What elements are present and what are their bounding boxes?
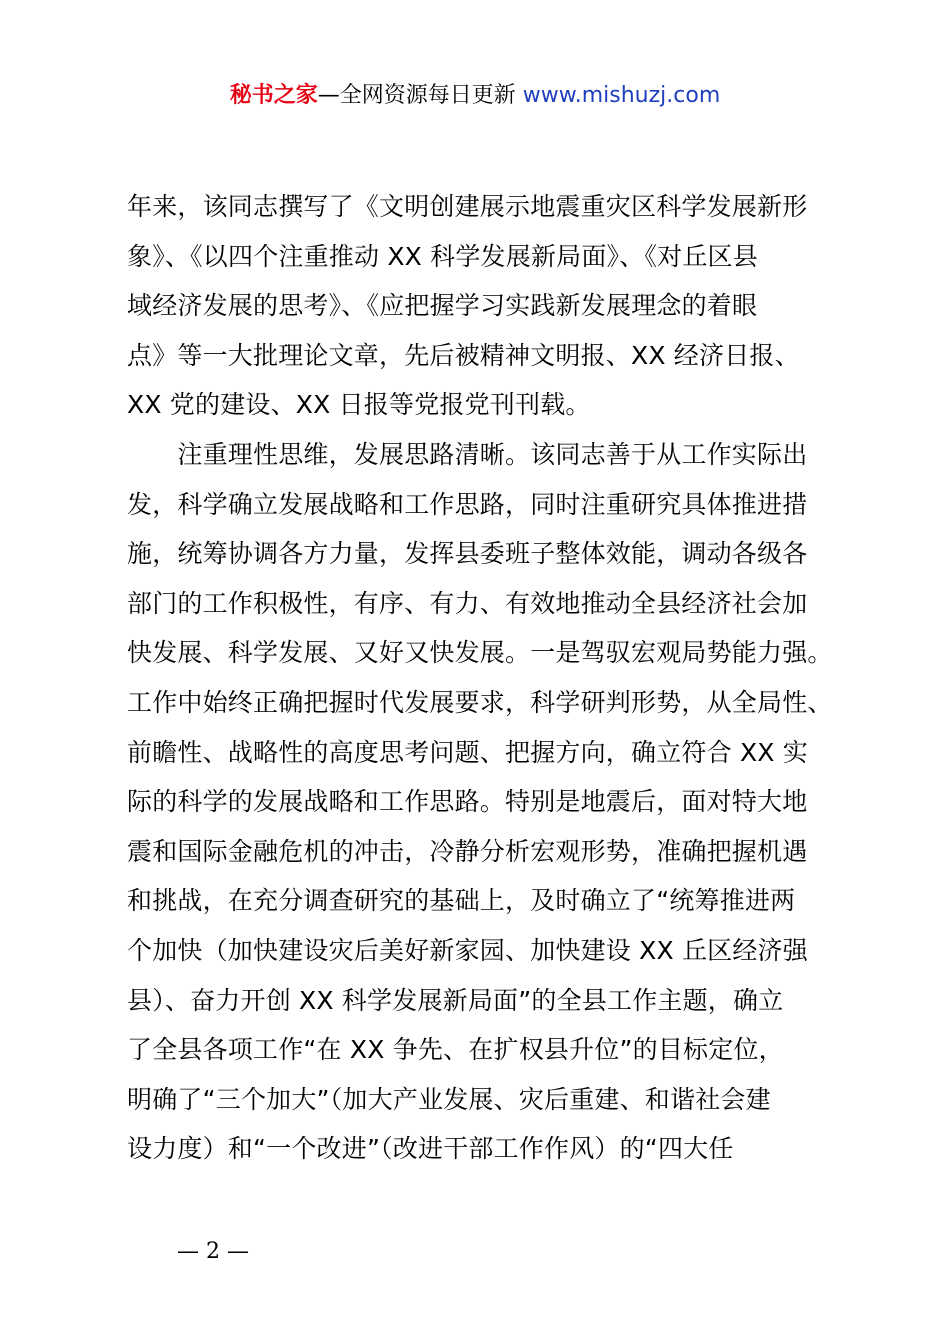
text-line: 县）、奋力开创 XX 科学发展新局面”的全县工作主题，确立 [127,985,784,1015]
text-line: 施，统筹协调各方力量，发挥县委班子整体效能，调动各级各 [127,539,808,569]
text-line: 震和国际金融危机的冲击，冷静分析宏观形势，准确把握机遇 [127,836,808,866]
page-header [0,80,950,112]
text-line: 前瞻性、战略性的高度思考问题、把握方向，确立符合 XX 实 [127,737,808,767]
text-line: 注重理性思维，发展思路清晰。该同志善于从工作实际出 [127,439,808,469]
text-line: 点》等一大批理论文章，先后被精神文明报、XX 经济日报、 [127,340,800,370]
text-line: 域经济发展的思考》、《应把握学习实践新发展理念的着眼 [127,291,758,321]
header-slogan: —全网资源每日更新 [317,83,516,108]
text-line: 快发展、科学发展、又好又快发展。一是驾驭宏观局势能力强。 [127,638,833,668]
text-line: 明确了“三个加大”（加大产业发展、灾后重建、和谐社会建 [127,1084,771,1114]
text-line: 个加快（加快建设灾后美好新家园、加快建设 XX 丘区经济强 [127,935,808,965]
text-line: 际的科学的发展战略和工作思路。特别是地震后，面对特大地 [127,787,808,817]
text-line: 象》、《以四个注重推动 XX 科学发展新局面》、《对丘区县 [127,241,758,271]
document-body [127,182,847,1174]
text-line: 年来，该同志撰写了《文明创建展示地震重灾区科学发展新形 [127,192,808,221]
header-url[interactable]: www.mishuzj.com [522,83,721,108]
text-line: 设力度）和“一个改进”（改进干部工作作风）的“四大任 [127,1134,734,1164]
text-line: 和挑战，在充分调查研究的基础上，及时确立了“统筹推进两 [127,886,796,916]
brand-name: 秘书之家 [229,83,318,108]
page-number: — 2 — [177,1239,249,1264]
text-line: 了全县各项工作“在 XX 争先、在扩权县升位”的目标定位， [127,1035,784,1065]
text-line: 工作中始终正确把握时代发展要求，科学研判形势，从全局性、 [127,687,833,717]
text-line: 发，科学确立发展战略和工作思路，同时注重研究具体推进措 [127,489,808,519]
text-line: 部门的工作积极性，有序、有力、有效地推动全县经济社会加 [127,588,808,618]
text-line: XX 党的建设、XX 日报等党报党刊刊载。 [127,390,591,420]
